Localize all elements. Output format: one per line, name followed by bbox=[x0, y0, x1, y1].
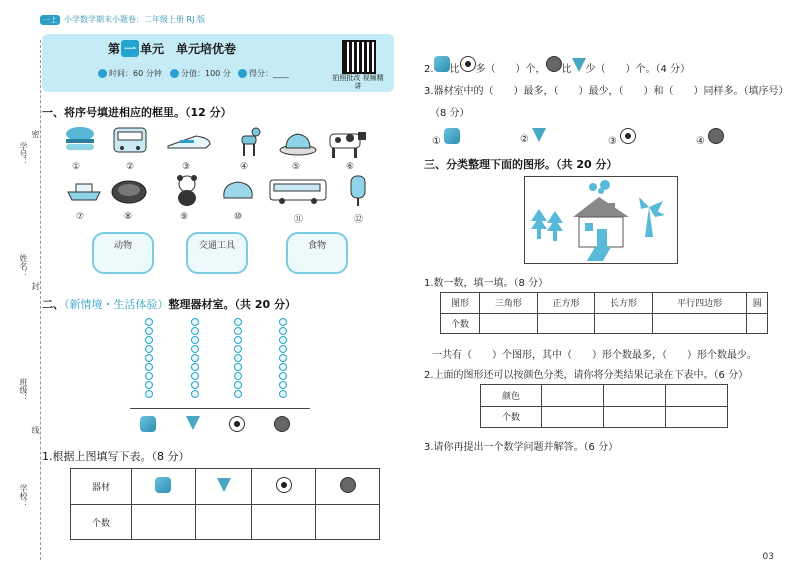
bead bbox=[234, 336, 242, 344]
bead bbox=[145, 327, 153, 335]
bead bbox=[234, 318, 242, 326]
s3-q2: 2.上面的图形还可以按颜色分类，请你将分类结果记录在下表中。（6 分） bbox=[424, 370, 749, 381]
ship-picture bbox=[66, 178, 102, 204]
seal-feng: 封 bbox=[31, 282, 40, 290]
shape-count-head: 个数 bbox=[441, 313, 480, 334]
bead bbox=[279, 336, 287, 344]
racket-icon bbox=[434, 56, 450, 72]
bead bbox=[145, 345, 153, 353]
cell-football bbox=[252, 469, 316, 505]
football-icon bbox=[460, 56, 476, 72]
series-title: 小学数学期末小题卷：二年级上册 RJ 版 bbox=[64, 15, 206, 24]
q2-e: 少（ ）个。（4 分） bbox=[585, 64, 691, 75]
basketball-icon bbox=[546, 56, 562, 72]
shuttlecock-icon bbox=[572, 58, 586, 72]
q2-d: 比 bbox=[561, 64, 572, 75]
bead bbox=[279, 345, 287, 353]
shape-sentence: 一共有（ ）个图形，其中（ ）形个数最多，（ ）形个数最少。 bbox=[432, 350, 757, 361]
bead bbox=[279, 327, 287, 335]
deer-picture bbox=[234, 124, 270, 150]
bus-picture bbox=[268, 176, 304, 202]
box-animals[interactable]: 动物 bbox=[92, 232, 154, 274]
basketball-column bbox=[279, 318, 287, 399]
color-count-3[interactable] bbox=[666, 406, 728, 428]
box-food[interactable]: 食物 bbox=[286, 232, 348, 274]
s2-tag: （新情境・生活体验） bbox=[64, 298, 169, 311]
r-q2 bbox=[424, 56, 690, 75]
bead bbox=[145, 354, 153, 362]
opt-1 bbox=[432, 128, 460, 147]
opt-1-label: ① bbox=[432, 136, 441, 147]
qr-code[interactable] bbox=[342, 40, 376, 74]
opt-4-label: ④ bbox=[696, 136, 705, 147]
count-shuttle[interactable] bbox=[195, 505, 251, 540]
qr-caption: 拍照批改 视频精讲 bbox=[332, 74, 384, 90]
basketball-icon bbox=[274, 416, 290, 435]
time-info bbox=[98, 68, 162, 79]
time-text: 时间：60 分钟 bbox=[109, 69, 162, 78]
school-label: 学校： bbox=[19, 484, 28, 508]
count-parallelogram[interactable] bbox=[652, 313, 747, 334]
item-label-1: ① bbox=[72, 162, 81, 172]
train-picture bbox=[110, 126, 146, 152]
item-label-12: ⑫ bbox=[354, 215, 364, 225]
unit-title bbox=[42, 40, 302, 57]
color-count-2[interactable] bbox=[604, 406, 666, 428]
bead bbox=[279, 363, 287, 371]
q2-a: 2. bbox=[424, 64, 434, 75]
clock-icon bbox=[98, 69, 107, 78]
football-icon bbox=[229, 416, 245, 435]
basketball-icon bbox=[340, 477, 356, 493]
cell-shuttle bbox=[195, 469, 251, 505]
seal-mi: 密 bbox=[31, 130, 40, 138]
shape-head-0: 图形 bbox=[441, 293, 480, 314]
item-label-4: ④ bbox=[240, 162, 249, 172]
binding-margin bbox=[10, 0, 40, 582]
title-post: 单元 单元培优卷 bbox=[140, 42, 237, 56]
cut-line bbox=[40, 40, 41, 560]
s3-q1: 1.数一数，填一填。（8 分） bbox=[424, 278, 549, 289]
opt-2-label: ② bbox=[520, 134, 529, 145]
bead bbox=[279, 381, 287, 389]
title-num: 一 bbox=[121, 40, 139, 57]
bead bbox=[191, 354, 199, 362]
got-text: 得分：____ bbox=[249, 69, 289, 78]
pen-icon bbox=[238, 69, 247, 78]
shape-head-3: 长方形 bbox=[595, 293, 653, 314]
shuttlecock-column bbox=[191, 318, 199, 399]
count-circle[interactable] bbox=[747, 313, 768, 334]
cell-basket bbox=[316, 469, 380, 505]
bead bbox=[191, 318, 199, 326]
bead bbox=[145, 318, 153, 326]
bead bbox=[145, 372, 153, 380]
q2-c: 多（ ）个， bbox=[475, 64, 546, 75]
shape-head-4: 平行四边形 bbox=[652, 293, 747, 314]
color-cell-3[interactable] bbox=[666, 385, 728, 407]
opt-3 bbox=[608, 128, 636, 147]
shape-picture bbox=[524, 176, 678, 264]
panda-picture bbox=[172, 174, 208, 200]
shuttlecock-icon bbox=[186, 416, 200, 433]
item-label-11: ⑪ bbox=[294, 215, 304, 225]
page-number: 03 bbox=[762, 552, 774, 562]
bead bbox=[234, 381, 242, 389]
unit-banner bbox=[42, 34, 394, 92]
count-triangle[interactable] bbox=[480, 313, 538, 334]
count-racket[interactable] bbox=[132, 505, 196, 540]
item-label-7: ⑦ bbox=[76, 212, 85, 222]
class-label: 班级： bbox=[19, 378, 28, 402]
bead bbox=[191, 336, 199, 344]
hamburger-picture bbox=[62, 126, 98, 152]
bead bbox=[234, 354, 242, 362]
bead bbox=[145, 381, 153, 389]
bead bbox=[279, 372, 287, 380]
section1-title: 一、将序号填进相应的框里。（12 分） bbox=[42, 106, 232, 119]
item-label-6: ⑥ bbox=[346, 162, 355, 172]
color-cell-1[interactable] bbox=[542, 385, 604, 407]
title-pre: 第 bbox=[107, 42, 120, 56]
item-label-10: ⑩ bbox=[234, 212, 243, 222]
bead bbox=[191, 390, 199, 398]
equip-head: 器材 bbox=[71, 469, 132, 505]
popsicle-picture bbox=[348, 174, 384, 200]
got-info bbox=[238, 68, 289, 79]
color-table bbox=[480, 384, 728, 428]
section2-title bbox=[42, 296, 296, 312]
cow-picture bbox=[326, 128, 362, 154]
shuttlecock-icon bbox=[532, 128, 546, 142]
seal-xian: 线 bbox=[31, 426, 40, 434]
racket-icon bbox=[155, 477, 171, 493]
bead bbox=[145, 336, 153, 344]
color-count-head: 个数 bbox=[481, 406, 542, 428]
bead bbox=[279, 354, 287, 362]
football-column bbox=[234, 318, 242, 399]
shape-head-2: 正方形 bbox=[537, 293, 595, 314]
grade-tag: 一上 bbox=[40, 15, 60, 25]
dish-picture bbox=[110, 176, 146, 202]
r-q3: 3.器材室中的（ ）最多，（ ）最少，（ ）和（ ）同样多。（填序号） bbox=[424, 86, 789, 97]
item-label-5: ⑤ bbox=[292, 162, 301, 172]
cell-racket bbox=[132, 469, 196, 505]
color-cell-2[interactable] bbox=[604, 385, 666, 407]
football-icon bbox=[620, 128, 636, 144]
house-scene-icon bbox=[525, 177, 677, 263]
opt-2 bbox=[520, 128, 546, 145]
highspeed-train-picture bbox=[166, 132, 202, 158]
opt-3-label: ③ bbox=[608, 136, 617, 147]
color-head: 颜色 bbox=[481, 385, 542, 407]
bread-picture bbox=[220, 178, 256, 204]
bead bbox=[234, 327, 242, 335]
count-head: 个数 bbox=[71, 505, 132, 540]
number-label: 学号： bbox=[19, 142, 28, 166]
count-basket[interactable] bbox=[316, 505, 380, 540]
shape-head-1: 三角形 bbox=[480, 293, 538, 314]
bead bbox=[191, 372, 199, 380]
item-label-2: ② bbox=[126, 162, 135, 172]
shape-table bbox=[440, 292, 768, 334]
name-label: 姓名： bbox=[19, 254, 28, 278]
r-q3-score: （8 分） bbox=[430, 108, 470, 119]
s2-pre: 二、 bbox=[42, 298, 64, 311]
racket-icon bbox=[140, 416, 156, 435]
bead bbox=[191, 345, 199, 353]
cake-picture bbox=[278, 128, 314, 154]
item-label-3: ③ bbox=[182, 162, 191, 172]
bead bbox=[234, 363, 242, 371]
score-text: 分值：100 分 bbox=[181, 69, 231, 78]
shape-head-5: 圆 bbox=[747, 293, 768, 314]
color-count-1[interactable] bbox=[542, 406, 604, 428]
box-transport[interactable]: 交通工具 bbox=[186, 232, 248, 274]
count-rectangle[interactable] bbox=[595, 313, 653, 334]
bead bbox=[234, 345, 242, 353]
bead bbox=[234, 390, 242, 398]
bead bbox=[145, 390, 153, 398]
q2-b: 比 bbox=[449, 64, 460, 75]
s3-q3: 3.请你再提出一个数学问题并解答。（6 分） bbox=[424, 442, 619, 453]
item-label-9: ⑨ bbox=[180, 212, 189, 222]
s2-post: 整理器材室。（共 20 分） bbox=[168, 298, 296, 311]
count-square[interactable] bbox=[537, 313, 595, 334]
bead bbox=[145, 363, 153, 371]
bead bbox=[279, 390, 287, 398]
section3-title: 三、分类整理下面的图形。（共 20 分） bbox=[424, 158, 618, 171]
header-bar bbox=[40, 14, 205, 25]
baseline bbox=[130, 408, 310, 409]
basketball-icon bbox=[708, 128, 724, 144]
opt-4 bbox=[696, 128, 724, 147]
shuttlecock-icon bbox=[217, 478, 231, 492]
bead bbox=[191, 363, 199, 371]
count-football[interactable] bbox=[252, 505, 316, 540]
equipment-table bbox=[70, 468, 380, 540]
bead bbox=[191, 381, 199, 389]
football-icon bbox=[276, 477, 292, 493]
racket-icon bbox=[444, 128, 460, 144]
s2-q1: 1.根据上图填写下表。（8 分） bbox=[42, 450, 190, 463]
bead bbox=[191, 327, 199, 335]
item-label-8: ⑧ bbox=[124, 212, 133, 222]
person-icon bbox=[170, 69, 179, 78]
racket-column bbox=[145, 318, 153, 399]
bead bbox=[279, 318, 287, 326]
score-info bbox=[170, 68, 231, 79]
bead bbox=[234, 372, 242, 380]
